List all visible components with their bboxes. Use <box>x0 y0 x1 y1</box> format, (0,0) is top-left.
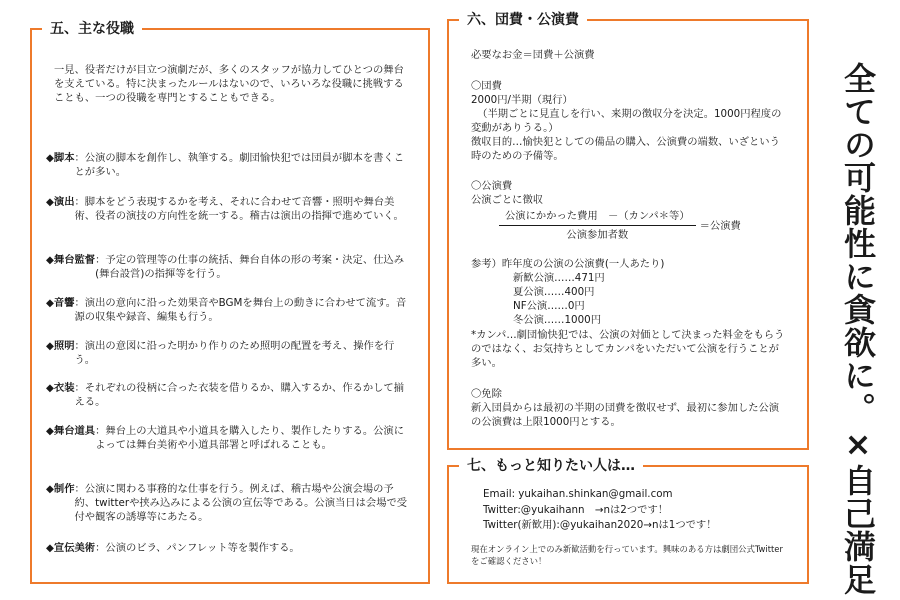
reference-heading: 参考）昨年度の公演の公演費(一人あたり) <box>471 258 665 270</box>
reference-item: NF公演……0円 <box>513 300 585 312</box>
reference-item: 夏公演……400円 <box>513 286 595 298</box>
role-desc: ：それぞれの役柄に合った衣装を借りるか、購入するか、作るかして揃える。 <box>74 382 405 408</box>
contact-title: 七、もっと知りたい人は… <box>459 456 643 476</box>
dues-note-review: （半期ごとに見直しを行い、来期の徴収分を決定。1000円程度の変動がありうる。） <box>471 108 782 134</box>
fee-formula <box>499 209 741 242</box>
role-name: ◆宣伝美術 <box>46 542 96 554</box>
dues-note-purpose: 徴収目的…愉快犯としての備品の購入、公演費の端数、いざという時のための予備等。 <box>471 136 780 162</box>
formula-denominator: 公演参加者数 <box>566 229 629 241</box>
roles-title: 五、主な役職 <box>42 19 142 39</box>
role-item-production <box>46 482 414 524</box>
role-desc: ：公演に関わる事務的な仕事を行う。例えば、稽古場や公演会場の予約、twitterや挟み込みによる公演の宣伝等である。公演当日は会場で受付や観客の誘導等にあたる。 <box>74 483 408 523</box>
role-name: ◆衣装 <box>46 382 75 394</box>
exemption-text: 新入団員からは最初の半期の団費を徴収せず、最初に参加した公演の公演費は上限1000円とする。 <box>471 402 780 428</box>
contact-twitter-shinkan: Twitter(新歓用):@yukaihan2020→nは1つです！ <box>483 519 717 531</box>
contact-notice: 現在オンライン上でのみ新歓活動を行っています。興味のある方は劇団公式Twitterをご確認ください！ <box>471 544 783 566</box>
formula-numerator: 公演にかかった費用 －（カンパ＊等） <box>499 209 696 226</box>
role-name: ◆脚本 <box>46 152 75 164</box>
needed-money-line: 必要なお金＝団費＋公演費 <box>471 49 595 61</box>
fees-title: 六、団費・公演費 <box>459 10 587 30</box>
roles-intro: 一見、役者だけが目立つ演劇だが、多くのスタッフが協力してひとつの舞台を支えている。特に決まったルールはないので、いろいろな役職に挑戦することも、一つの役職を専門とすることもできる。 <box>54 64 404 104</box>
dues-heading: 〇団費 <box>471 80 502 92</box>
role-desc: ：舞台上の大道具や小道具を購入したり、製作したりする。公演によっては舞台美術や小道具部署と呼ばれることも。 <box>95 425 405 451</box>
reference-item: 冬公演……1000円 <box>513 314 601 326</box>
reference-item: 新歓公演……471円 <box>513 272 605 284</box>
role-item-lighting <box>46 339 414 367</box>
role-name: ◆音響 <box>46 297 75 309</box>
role-name: ◆舞台道具 <box>46 425 96 437</box>
role-name: ◆制作 <box>46 483 75 495</box>
kanpa-note: *カンパ…劇団愉快犯では、公演の対価として決まった料金をもらうのではなく、お気持ちとしてカンパをいただいて公演を行うことが多い。 <box>471 329 785 369</box>
role-item-direction <box>46 195 414 223</box>
role-desc: ：公演のビラ、パンフレット等を製作する。 <box>95 542 300 554</box>
role-item-props <box>46 424 414 452</box>
exemption-heading: 〇免除 <box>471 388 502 400</box>
role-item-costume <box>46 381 414 409</box>
contact-twitter-main: Twitter:@yukaihann →nは2つです！ <box>483 504 669 516</box>
formula-result: ＝公演費 <box>699 219 741 232</box>
performance-fee-heading: 〇公演費 <box>471 180 513 192</box>
role-desc: ：予定の管理等の仕事の統括、舞台自体の形の考案・決定、仕込み(舞台設営)の指揮等を行う。 <box>95 254 405 280</box>
role-name: ◆舞台監督 <box>46 254 96 266</box>
role-item-script <box>46 151 414 179</box>
role-name: ◆照明 <box>46 340 75 352</box>
vertical-slogan: 全ての可能性に貪欲に。×自己満足 <box>839 62 877 596</box>
roles-panel <box>30 21 430 584</box>
dues-amount: 2000円/半期（現行） <box>471 94 573 106</box>
fees-panel <box>447 12 809 450</box>
contact-panel <box>447 458 809 584</box>
role-item-stage-manager <box>46 253 414 281</box>
role-item-publicity-art <box>46 541 414 555</box>
role-desc: ：演出の意図に沿った明かり作りのため照明の配置を考え、操作を行う。 <box>74 340 395 366</box>
role-item-sound <box>46 296 414 324</box>
contact-email: Email: yukaihan.shinkan@gmail.com <box>483 488 673 500</box>
role-desc: ：脚本をどう表現するかを考え、それに合わせて音響・照明や舞台美術、役者の演技の方向性を統一する。稽古は演出の指揮で進めていく。 <box>74 196 404 222</box>
role-name: ◆演出 <box>46 196 75 208</box>
role-desc: ：公演の脚本を創作し、執筆する。劇団愉快犯では団員が脚本を書くことが多い。 <box>74 152 405 178</box>
performance-fee-line: 公演ごとに徴収 <box>471 194 544 206</box>
role-desc: ：演出の意向に沿った効果音やBGMを舞台上の動きに合わせて流す。音源の収集や録音、編集も行う。 <box>74 297 407 323</box>
